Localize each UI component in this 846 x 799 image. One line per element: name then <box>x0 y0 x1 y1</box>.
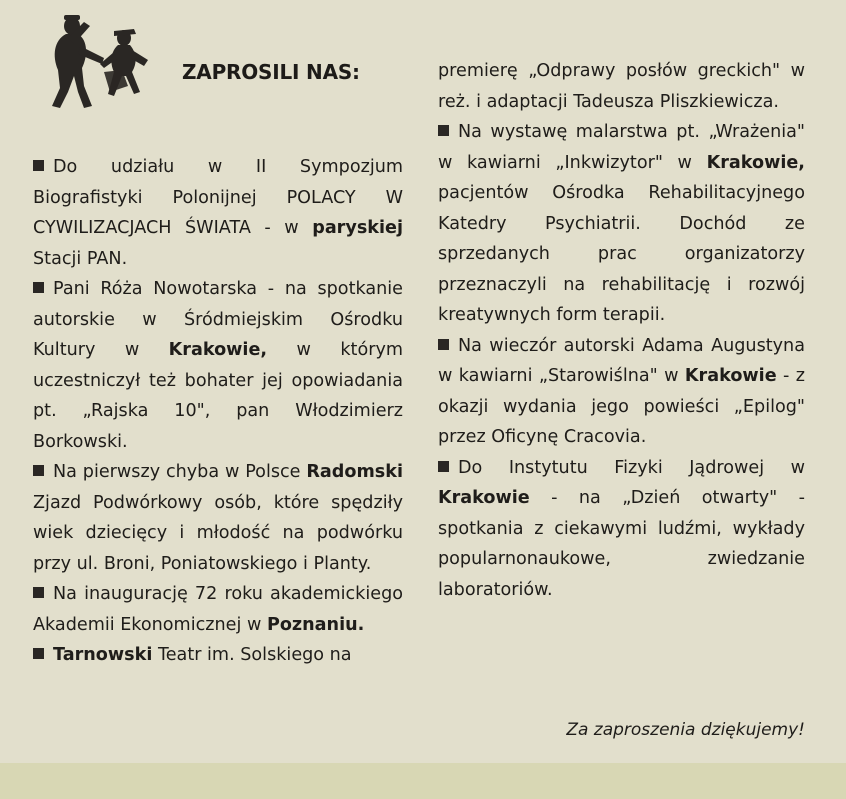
square-bullet-icon <box>33 648 44 659</box>
right-text: premierę „Odprawy posłów greckich" w reż. i adaptacji Tadeusza Pliszkiewicza. <box>438 61 805 112</box>
right-column <box>438 56 805 605</box>
left-bold-text: Poznaniu. <box>266 614 365 635</box>
left-paragraph <box>33 457 403 579</box>
right-paragraph <box>438 331 805 453</box>
left-text: Stacji PAN. <box>33 248 128 269</box>
left-bold-text: paryskiej <box>312 218 403 238</box>
right-text: Do Instytutu Fizyki Jądrowej w <box>458 457 805 478</box>
square-bullet-icon <box>33 587 44 598</box>
section-heading: ZAPROSILI NAS: <box>182 60 360 84</box>
right-text: pacjentów Ośrodka Rehabilitacyjnego Katedry Psychiatrii. Dochód ze sprzedanych prac organizatorzy przeznaczyli na rehabilitację i rozwój kreatywnych form terapii. <box>438 183 805 325</box>
square-bullet-icon <box>33 160 44 171</box>
right-bold-text: Krakowie, <box>706 152 805 173</box>
right-bold-text: Krakowie <box>684 366 777 386</box>
closing-thanks: Za zaproszenia dziękujemy! <box>566 720 805 740</box>
left-text: Na inaugurację 72 roku akademickiego Akademii Ekonomicznej w <box>33 584 403 635</box>
left-bold-text: Krakowie, <box>168 340 268 360</box>
left-text: Teatr im. Solskiego na <box>152 645 352 665</box>
left-paragraph <box>33 274 403 457</box>
square-bullet-icon <box>438 125 449 136</box>
right-paragraph <box>438 56 805 117</box>
square-bullet-icon <box>438 461 449 472</box>
left-paragraph <box>33 152 403 274</box>
right-text: - z okazji wydania jego powieści „Epilog" przez Oficynę Cracovia. <box>438 366 805 447</box>
right-paragraph <box>438 453 805 606</box>
bottom-band <box>0 763 846 799</box>
right-text: Na wystawę malarstwa pt. „Wrażenia" w kawiarni „Inkwizytor" w <box>438 122 805 173</box>
square-bullet-icon <box>438 339 449 350</box>
left-column <box>33 152 403 671</box>
left-text: Pani Róża Nowotarska - na spotkanie autorskie w Śródmiejskim Ośrodku Kultury w <box>33 279 403 360</box>
left-text: Zjazd Podwórkowy osób, które spędziły wiek dziecięcy i młodość na podwórku przy ul. Broni, Poniatowskiego i Planty. <box>33 492 403 574</box>
square-bullet-icon <box>33 282 44 293</box>
right-paragraph <box>438 117 805 331</box>
square-bullet-icon <box>33 465 44 476</box>
left-paragraph <box>33 579 403 640</box>
left-text: Na pierwszy chyba w Polsce <box>53 462 307 482</box>
right-bold-text: Krakowie <box>438 488 530 508</box>
right-text: - na „Dzień otwarty" - spotkania z ciekawymi ludźmi, wykłady popularnonaukowe, zwiedzanie laboratoriów. <box>438 488 805 600</box>
dancing-couple-icon <box>44 12 160 110</box>
left-text: Do udziału w II Sympozjum Biografistyki Polonijnej POLACY W CYWILIZACJACH ŚWIATA - w <box>33 157 403 238</box>
right-text: Na wieczór autorski Adama Augustyna w kawiarni „Starowiślna" w <box>438 335 805 386</box>
left-bold-text: Tarnowski <box>53 645 153 665</box>
left-paragraph <box>33 640 403 671</box>
left-bold-text: Radomski <box>306 462 403 482</box>
left-text: w którym uczestniczył też bohater jej opowiadania pt. „Rajska 10", pan Włodzimierz Borkowski. <box>33 340 403 452</box>
